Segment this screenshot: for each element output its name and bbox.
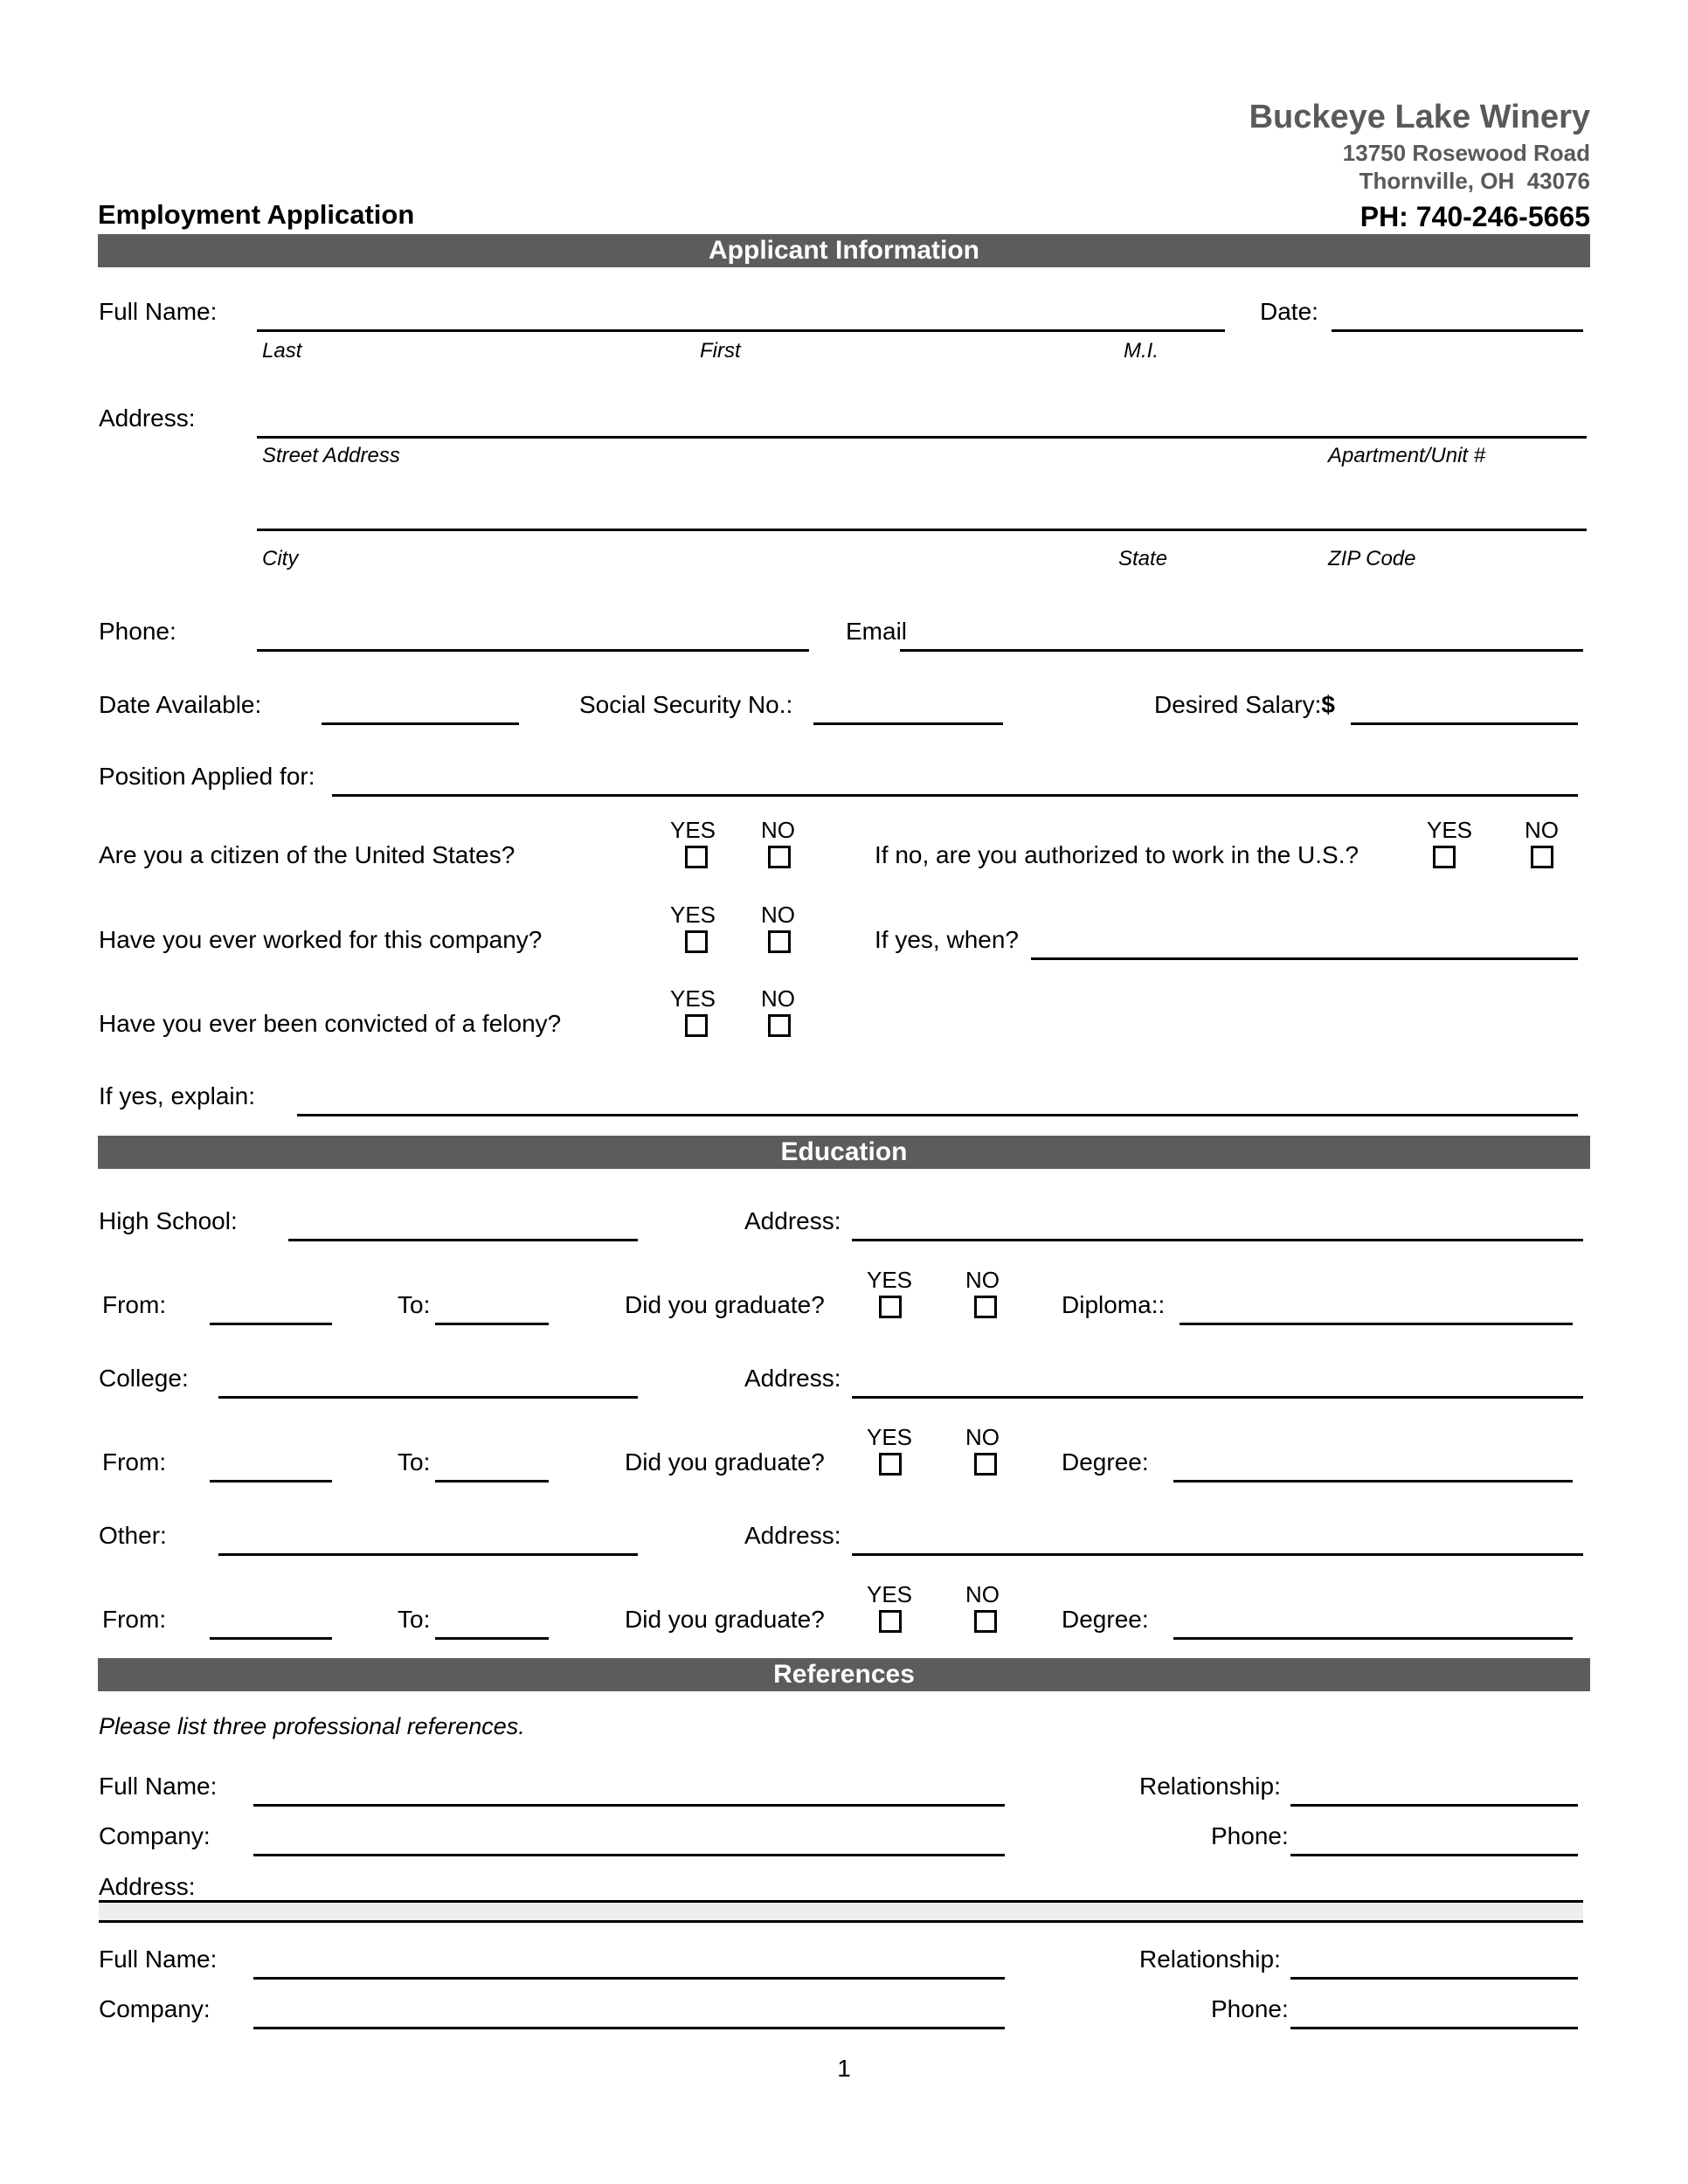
address-label: Address: (99, 404, 196, 432)
college-graduate-label: Did you graduate? (625, 1448, 825, 1476)
other-graduate-yes-header: YES (867, 1581, 913, 1607)
authorized-yes-header: YES (1427, 817, 1473, 843)
ref1-full-name-label: Full Name: (99, 1773, 218, 1800)
state-hint: State (1118, 547, 1168, 570)
hs-to-label: To: (398, 1291, 431, 1318)
felony-no-checkbox[interactable] (768, 1014, 791, 1037)
other-degree-input[interactable] (1173, 1607, 1573, 1640)
worked-when-input[interactable] (1031, 928, 1578, 960)
worked-yes-header: YES (670, 902, 716, 928)
ref1-relationship-input[interactable] (1290, 1774, 1578, 1807)
ref1-address-line2[interactable] (99, 1903, 1583, 1923)
felony-yes-checkbox[interactable] (685, 1014, 708, 1037)
hs-graduate-no-header: NO (965, 1267, 1000, 1293)
ref1-address-input[interactable] (99, 1870, 1583, 1903)
ref1-company-label: Company: (99, 1822, 211, 1849)
other-to-label: To: (398, 1606, 431, 1633)
college-degree-label: Degree: (1062, 1448, 1149, 1476)
ref2-full-name-label: Full Name: (99, 1946, 218, 1973)
hs-graduate-yes-checkbox[interactable] (879, 1296, 902, 1318)
college-graduate-yes-header: YES (867, 1424, 913, 1450)
ssn-input[interactable] (813, 693, 1003, 725)
college-label: College: (99, 1365, 189, 1392)
hs-graduate-no-checkbox[interactable] (974, 1296, 997, 1318)
ref1-full-name-input[interactable] (253, 1774, 1005, 1807)
other-graduate-no-checkbox[interactable] (974, 1610, 997, 1633)
section-applicant-information: Applicant Information (98, 234, 1590, 267)
other-from-label: From: (102, 1606, 167, 1633)
other-degree-label: Degree: (1062, 1606, 1149, 1633)
full-name-input[interactable] (257, 300, 1225, 332)
diploma-input[interactable] (1180, 1293, 1573, 1325)
date-label: Date: (1260, 298, 1318, 325)
college-from-label: From: (102, 1448, 167, 1476)
ref1-relationship-label: Relationship: (1139, 1773, 1281, 1800)
ref2-relationship-label: Relationship: (1139, 1946, 1281, 1973)
college-graduate-no-header: NO (965, 1424, 1000, 1450)
felony-yes-header: YES (670, 985, 716, 1012)
hs-graduate-label: Did you graduate? (625, 1291, 825, 1318)
worked-yes-checkbox[interactable] (685, 930, 708, 953)
desired-salary-label (1154, 690, 1335, 720)
desired-salary-text: Desired Salary: (1154, 691, 1322, 718)
desired-salary-input[interactable] (1351, 693, 1578, 725)
explain-label: If yes, explain: (99, 1082, 255, 1109)
section-education: Education (98, 1136, 1590, 1169)
date-available-input[interactable] (322, 693, 519, 725)
hs-address-input[interactable] (852, 1209, 1583, 1241)
ref2-phone-input[interactable] (1290, 1997, 1578, 2029)
date-input[interactable] (1332, 300, 1583, 332)
date-available-label: Date Available: (99, 691, 262, 718)
zip-code-hint: ZIP Code (1328, 547, 1416, 570)
email-input[interactable] (900, 619, 1583, 652)
ref2-relationship-input[interactable] (1290, 1947, 1578, 1980)
street-address-hint: Street Address (262, 444, 400, 467)
high-school-input[interactable] (288, 1209, 638, 1241)
other-from-input[interactable] (210, 1607, 332, 1640)
worked-question: Have you ever worked for this company? (99, 926, 543, 953)
diploma-label: Diploma:: (1062, 1291, 1166, 1318)
authorized-no-checkbox[interactable] (1531, 846, 1553, 868)
other-graduate-yes-checkbox[interactable] (879, 1610, 902, 1633)
address-street-input[interactable] (257, 406, 1587, 439)
worked-no-header: NO (761, 902, 795, 928)
worked-no-checkbox[interactable] (768, 930, 791, 953)
company-address-line1: 13750 Rosewood Road (1342, 140, 1590, 166)
felony-explain-input[interactable] (297, 1084, 1578, 1116)
form-title: Employment Application (98, 199, 415, 230)
citizen-yes-checkbox[interactable] (685, 846, 708, 868)
last-hint: Last (262, 339, 302, 363)
college-to-input[interactable] (435, 1450, 549, 1482)
references-note: Please list three professional references. (99, 1713, 525, 1739)
hs-to-input[interactable] (435, 1293, 549, 1325)
citizen-no-header: NO (761, 817, 795, 843)
phone-input[interactable] (257, 619, 809, 652)
ref1-phone-input[interactable] (1290, 1824, 1578, 1856)
when-label: If yes, when? (875, 926, 1019, 953)
college-address-input[interactable] (852, 1366, 1583, 1399)
other-label: Other: (99, 1522, 167, 1549)
other-address-input[interactable] (852, 1524, 1583, 1556)
college-address-label: Address: (744, 1365, 841, 1392)
felony-no-header: NO (761, 985, 795, 1012)
dollar-sign: $ (1321, 691, 1335, 718)
ref2-company-label: Company: (99, 1995, 211, 2022)
college-graduate-no-checkbox[interactable] (974, 1453, 997, 1476)
ref1-company-input[interactable] (253, 1824, 1005, 1856)
other-input[interactable] (218, 1524, 638, 1556)
other-graduate-label: Did you graduate? (625, 1606, 825, 1633)
hs-address-label: Address: (744, 1207, 841, 1234)
city-hint: City (262, 547, 299, 570)
college-graduate-yes-checkbox[interactable] (879, 1453, 902, 1476)
college-input[interactable] (218, 1366, 638, 1399)
citizen-yes-header: YES (670, 817, 716, 843)
company-name: Buckeye Lake Winery (1249, 99, 1590, 135)
page-number: 1 (837, 2055, 851, 2082)
authorized-no-header: NO (1525, 817, 1559, 843)
first-hint: First (700, 339, 741, 363)
college-degree-input[interactable] (1173, 1450, 1573, 1482)
ref1-address-label: Address: (99, 1873, 196, 1900)
college-from-input[interactable] (210, 1450, 332, 1482)
college-to-label: To: (398, 1448, 431, 1476)
address-city-input[interactable] (257, 499, 1587, 531)
ref1-phone-label: Phone: (1211, 1822, 1289, 1849)
other-to-input[interactable] (435, 1607, 549, 1640)
ref2-company-input[interactable] (253, 1997, 1005, 2029)
position-input[interactable] (332, 764, 1578, 797)
hs-graduate-yes-header: YES (867, 1267, 913, 1293)
high-school-label: High School: (99, 1207, 238, 1234)
email-label: Email (846, 618, 908, 645)
full-name-label: Full Name: (99, 298, 218, 325)
authorized-yes-checkbox[interactable] (1433, 846, 1456, 868)
other-address-label: Address: (744, 1522, 841, 1549)
hs-from-label: From: (102, 1291, 167, 1318)
felony-question: Have you ever been convicted of a felony? (99, 1010, 562, 1037)
apartment-unit-hint: Apartment/Unit # (1328, 444, 1486, 467)
citizen-question: Are you a citizen of the United States? (99, 841, 515, 868)
mi-hint: M.I. (1124, 339, 1159, 363)
ref2-full-name-input[interactable] (253, 1947, 1005, 1980)
ref2-phone-label: Phone: (1211, 1995, 1289, 2022)
position-applied-label: Position Applied for: (99, 763, 315, 790)
ssn-label: Social Security No.: (579, 691, 793, 718)
phone-label: Phone: (99, 618, 176, 645)
company-phone: PH: 740-246-5665 (1359, 201, 1590, 232)
company-address-line2: Thornville, OH 43076 (1359, 168, 1590, 194)
citizen-no-checkbox[interactable] (768, 846, 791, 868)
hs-from-input[interactable] (210, 1293, 332, 1325)
other-graduate-no-header: NO (965, 1581, 1000, 1607)
section-references: References (98, 1658, 1590, 1691)
authorized-question: If no, are you authorized to work in the U.S.? (875, 841, 1359, 868)
